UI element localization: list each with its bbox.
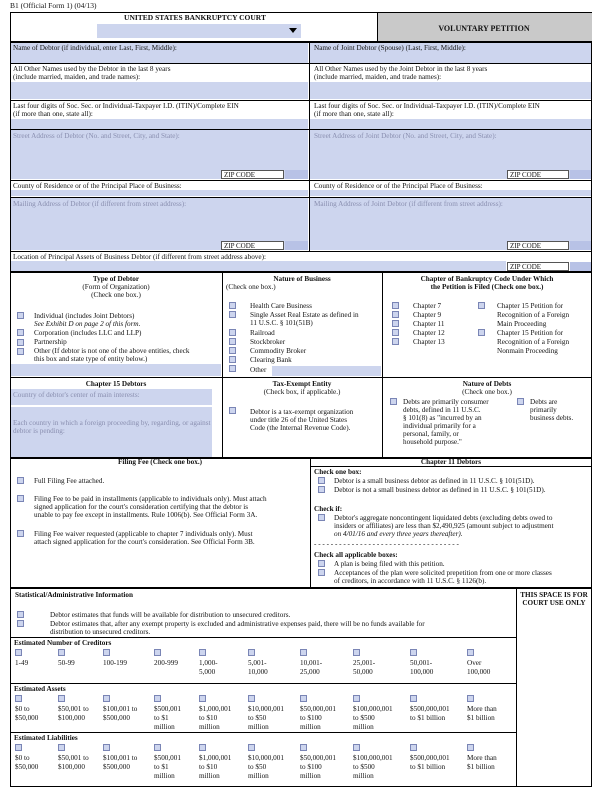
divider	[10, 683, 516, 684]
liabilities-option-2-checkbox[interactable]	[58, 744, 65, 751]
chapter-11-checkbox[interactable]	[392, 320, 399, 327]
creditors-option-4-label: 200-999	[154, 659, 178, 667]
liabilities-option-3-label: $500,000	[103, 763, 130, 771]
assets-option-6-label: million	[248, 723, 269, 731]
health-care-label: Health Care Business	[250, 302, 312, 310]
consumer-debts-checkbox[interactable]	[390, 398, 397, 405]
debtor-other-names-label: All Other Names used by the Debtor in the last 8 years	[13, 65, 171, 73]
divider	[10, 100, 310, 101]
type-of-debtor-instruction: (Check one box.)	[91, 291, 141, 299]
creditors-option-3-label: 100-199	[103, 659, 127, 667]
business-debts-label-3: business debts.	[530, 414, 574, 422]
foreign-proceeding-placeholder: Each country in which a foreign proceeding by, regarding, or against debtor is pending:	[13, 419, 211, 436]
district-select[interactable]	[97, 24, 301, 38]
joint-other-names-field[interactable]	[310, 82, 591, 99]
business-debts-label-2: primarily	[530, 406, 557, 414]
chapter-15-main-checkbox[interactable]	[478, 302, 485, 309]
assets-option-4-label: million	[154, 723, 175, 731]
joint-county-label: County of Residence or of the Principal Place of Business:	[314, 182, 483, 190]
creditors-option-2-checkbox[interactable]	[58, 649, 65, 656]
assets-option-10-label: More than	[467, 705, 497, 713]
creditors-option-7-checkbox[interactable]	[300, 649, 307, 656]
creditors-option-5-checkbox[interactable]	[199, 649, 206, 656]
liabilities-option-8-checkbox[interactable]	[353, 744, 360, 751]
divider	[309, 180, 592, 181]
debtor-county-label: County of Residence or of the Principal Place of Business:	[13, 182, 182, 190]
small-business-label: Debtor is a small business debtor as defined in 11 U.S.C. § 101(51D).	[334, 477, 535, 485]
debtor-street-placeholder: Street Address of Debtor (No. and Street, City, and State):	[13, 132, 180, 140]
assets-option-10-checkbox[interactable]	[467, 695, 474, 702]
no-funds-label: Debtor estimates that, after any exempt property is excluded and administrative expenses paid, there will be no funds available for	[50, 620, 425, 628]
aggregate-debts-checkbox[interactable]	[318, 514, 325, 521]
debtor-ssn-field[interactable]	[11, 119, 308, 129]
consumer-debts-label-3: § 101(8) as "incurred by an	[403, 414, 482, 422]
other-entity-label: Other (If debtor is not one of the above entities, check	[34, 347, 190, 355]
creditors-option-8-label: 25,001-	[353, 659, 376, 667]
liabilities-option-4-label: $500,001	[154, 754, 181, 762]
acceptances-label: Acceptances of the plan were solicited prepetition from one or more classes	[334, 569, 552, 577]
tax-exempt-label-2: under title 26 of the United States	[250, 416, 348, 424]
assets-option-1-label: $50,000	[15, 714, 39, 722]
assets-option-3-label: $100,001 to	[103, 705, 138, 713]
chapter-15-main-label-3: Main Proceeding	[497, 320, 547, 328]
business-debts-label: Debts are	[530, 398, 558, 406]
creditors-option-7-label: 25,000	[300, 668, 320, 676]
chapter-15-nonmain-label-2: Recognition of a Foreign	[497, 338, 570, 346]
assets-option-1-checkbox[interactable]	[15, 695, 22, 702]
individual-checkbox[interactable]	[17, 312, 24, 319]
liabilities-option-2-label: $50,001 to	[58, 754, 89, 762]
creditors-option-8-label: 50,000	[353, 668, 373, 676]
liabilities-option-1-label: $0 to	[15, 754, 30, 762]
check-all-heading: Check all applicable boxes:	[314, 551, 398, 559]
creditors-option-7-label: 10,001-	[300, 659, 323, 667]
joint-mailing-zip-label: ZIP CODE	[507, 241, 569, 250]
liabilities-option-8-label: million	[353, 772, 374, 780]
creditors-title: Estimated Number of Creditors	[14, 639, 112, 647]
creditors-option-9-checkbox[interactable]	[410, 649, 417, 656]
tax-exempt-checkbox[interactable]	[229, 407, 236, 414]
assets-option-5-label: $1,000,001	[199, 705, 232, 713]
court-use-label-2: COURT USE ONLY	[522, 599, 586, 607]
assets-option-9-label: $500,000,001	[410, 705, 450, 713]
chapter-title-2: the Petition is Filed (Check one box.)	[430, 283, 544, 291]
other-business-field[interactable]	[272, 366, 381, 376]
debtor-mailing-placeholder: Mailing Address of Debtor (if different from street address):	[13, 200, 187, 208]
assets-option-2-label: $100,000	[58, 714, 85, 722]
liabilities-title: Estimated Liabilities	[14, 734, 78, 742]
court-name: UNITED STATES BANKRUPTCY COURT	[124, 13, 266, 22]
small-business-checkbox[interactable]	[318, 477, 325, 484]
joint-ssn-label-2: (if more than one, state all):	[314, 110, 394, 118]
chapter-15-main-label-2: Recognition of a Foreign	[497, 311, 570, 319]
liabilities-option-1-label: $50,000	[15, 763, 39, 771]
creditors-option-4-checkbox[interactable]	[154, 649, 161, 656]
nature-of-debts-instruction: (Check one box.)	[462, 388, 512, 396]
divider	[309, 100, 592, 101]
not-small-business-checkbox[interactable]	[318, 486, 325, 493]
fee-waiver-label: Filing Fee waiver requested (applicable to chapter 7 individuals only). Must	[34, 530, 253, 538]
form-id: B1 (Official Form 1) (04/13)	[10, 1, 97, 10]
nature-of-debts-title: Nature of Debts	[462, 380, 512, 388]
full-fee-checkbox[interactable]	[17, 477, 24, 484]
liabilities-option-10-label: More than	[467, 754, 497, 762]
plan-filed-label: A plan is being filed with this petition.	[334, 560, 445, 568]
chapter-13-label: Chapter 13	[413, 338, 445, 346]
single-asset-label: Single Asset Real Estate as defined in	[250, 311, 359, 319]
joint-mailing-zip-field[interactable]	[570, 241, 591, 250]
assets-title: Estimated Assets	[14, 685, 66, 693]
assets-option-4-checkbox[interactable]	[154, 695, 161, 702]
tax-exempt-title: Tax-Exempt Entity	[272, 380, 332, 388]
assets-option-5-label: million	[199, 723, 220, 731]
assets-option-7-label: million	[300, 723, 321, 731]
joint-name-label: Name of Joint Debtor (Spouse) (Last, First, Middle):	[314, 44, 466, 52]
chapter-15-nonmain-label: Chapter 15 Petition for	[497, 329, 564, 337]
liabilities-option-8-label: $100,000,001	[353, 754, 393, 762]
creditors-option-1-label: 1-49	[15, 659, 29, 667]
assets-option-7-checkbox[interactable]	[300, 695, 307, 702]
consumer-debts-label-5: personal, family, or	[403, 430, 459, 438]
no-funds-label-2: distribution to unsecured creditors.	[50, 628, 151, 636]
plan-filed-checkbox[interactable]	[318, 560, 325, 567]
chapter-15-main-label: Chapter 15 Petition for	[497, 302, 564, 310]
single-asset-label-2: 11 U.S.C. § 101(51B)	[250, 319, 313, 327]
assets-option-6-label: to $50	[248, 714, 267, 722]
liabilities-option-10-checkbox[interactable]	[467, 744, 474, 751]
railroad-checkbox[interactable]	[229, 329, 236, 336]
tax-exempt-instruction: (Check box, if applicable.)	[263, 388, 341, 396]
dashed-separator: - - - - - - - - - - - - - - - - - - - - - - - - - - - - - - - - - - -	[314, 540, 459, 548]
liabilities-option-3-label: $100,001 to	[103, 754, 138, 762]
creditors-option-5-label: 5,000	[199, 668, 216, 676]
debtor-other-names-field[interactable]	[11, 82, 308, 99]
chapter-15-debtors-title: Chapter 15 Debtors	[85, 380, 147, 388]
corporation-checkbox[interactable]	[17, 329, 24, 336]
assets-option-9-label: to $1 billion	[410, 714, 446, 722]
other-business-label: Other	[250, 366, 267, 374]
corporation-label: Corporation (includes LLC and LLP)	[34, 329, 142, 337]
chapter-12-label: Chapter 12	[413, 329, 445, 337]
liabilities-option-7-label: million	[300, 772, 321, 780]
chapter-7-checkbox[interactable]	[392, 302, 399, 309]
business-debts-checkbox[interactable]	[517, 398, 524, 405]
creditors-option-3-checkbox[interactable]	[103, 649, 110, 656]
liabilities-option-6-label: to $50	[248, 763, 267, 771]
installment-fee-label-2: signed application for the court's consideration certifying that the debtor is	[34, 503, 249, 511]
assets-option-3-checkbox[interactable]	[103, 695, 110, 702]
joint-county-field[interactable]	[310, 190, 591, 196]
chapter-9-label: Chapter 9	[413, 311, 442, 319]
creditors-option-5-label: 1,000-	[199, 659, 218, 667]
debtor-zip-label: ZIP CODE	[221, 170, 284, 179]
liabilities-option-4-checkbox[interactable]	[154, 744, 161, 751]
debtor-ssn-label-2: (if more than one, state all):	[13, 110, 93, 118]
liabilities-option-6-checkbox[interactable]	[248, 744, 255, 751]
creditors-option-10-label: Over	[467, 659, 482, 667]
chapter-13-checkbox[interactable]	[392, 338, 399, 345]
debtor-name-label: Name of Debtor (if individual, enter Last, First, Middle):	[13, 44, 177, 52]
assets-option-9-checkbox[interactable]	[410, 695, 417, 702]
assets-option-6-checkbox[interactable]	[248, 695, 255, 702]
check-if-heading: Check if:	[314, 505, 343, 513]
creditors-option-6-checkbox[interactable]	[248, 649, 255, 656]
assets-option-7-label: $50,000,001	[300, 705, 336, 713]
debtor-mailing-zip-field[interactable]	[285, 241, 308, 250]
installment-fee-label-3: unable to pay fee except in installments. Rule 1006(b). See Official Form 3A.	[34, 511, 258, 519]
tax-exempt-label-3: Code (the Internal Revenue Code).	[250, 424, 351, 432]
other-business-checkbox[interactable]	[229, 365, 236, 372]
filing-fee-title: Filing Fee (Check one box.)	[117, 458, 203, 466]
assets-option-4-label: $500,001	[154, 705, 181, 713]
acceptances-checkbox[interactable]	[318, 569, 325, 576]
nature-of-business-title: Nature of Business	[273, 275, 331, 283]
petition-title: VOLUNTARY PETITION	[438, 24, 530, 33]
liabilities-option-6-label: million	[248, 772, 269, 780]
installment-fee-checkbox[interactable]	[17, 495, 24, 502]
assets-option-8-checkbox[interactable]	[353, 695, 360, 702]
fee-waiver-checkbox[interactable]	[17, 530, 24, 537]
consumer-debts-label: Debts are primarily consumer	[403, 398, 489, 406]
liabilities-option-4-label: to $1	[154, 763, 169, 771]
location-zip-label: ZIP CODE	[507, 262, 569, 271]
other-entity-field[interactable]	[11, 364, 221, 376]
chapter-15-nonmain-checkbox[interactable]	[478, 329, 485, 336]
assets-option-3-label: $500,000	[103, 714, 130, 722]
full-fee-label: Full Filing Fee attached.	[34, 477, 105, 485]
joint-ssn-label: Last four digits of Soc. Sec. or Individual-Taxpayer I.D. (ITIN)/Complete EIN	[314, 102, 540, 110]
creditors-option-1-checkbox[interactable]	[15, 649, 22, 656]
liabilities-option-5-checkbox[interactable]	[199, 744, 206, 751]
liabilities-option-5-label: $1,000,001	[199, 754, 232, 762]
check-one-heading: Check one box:	[314, 468, 362, 476]
debtor-other-names-label-2: (include married, maiden, and trade names):	[13, 73, 141, 81]
location-zip-field[interactable]	[570, 262, 591, 271]
liabilities-option-1-checkbox[interactable]	[15, 744, 22, 751]
funds-available-checkbox[interactable]	[17, 611, 24, 618]
funds-available-label: Debtor estimates that funds will be available for distribution to unsecured creditors.	[50, 611, 291, 619]
liabilities-option-3-checkbox[interactable]	[103, 744, 110, 751]
liabilities-option-7-label: $50,000,001	[300, 754, 336, 762]
creditors-option-6-label: 5,001-	[248, 659, 267, 667]
type-of-debtor-subtitle: (Form of Organization)	[82, 283, 150, 291]
creditors-option-9-label: 50,001-	[410, 659, 433, 667]
assets-option-2-label: $50,001 to	[58, 705, 89, 713]
divider	[10, 377, 592, 378]
stockbroker-label: Stockbroker	[250, 338, 286, 346]
assets-option-5-checkbox[interactable]	[199, 695, 206, 702]
aggregate-debts-label-3: on 4/01/16 and every three years thereafter).	[334, 530, 463, 538]
liabilities-option-7-checkbox[interactable]	[300, 744, 307, 751]
joint-mailing-placeholder: Mailing Address of Joint Debtor (if different from street address):	[314, 200, 503, 208]
assets-option-5-label: to $10	[199, 714, 218, 722]
divider	[10, 732, 516, 733]
no-funds-checkbox[interactable]	[17, 620, 24, 627]
creditors-option-6-label: 10,000	[248, 668, 268, 676]
center-of-interests-placeholder: Country of debtor's center of main interests:	[13, 391, 140, 399]
liabilities-option-2-label: $100,000	[58, 763, 85, 771]
joint-zip-label: ZIP CODE	[507, 170, 569, 179]
statistical-title: Statistical/Administrative Information	[15, 591, 133, 599]
assets-option-2-checkbox[interactable]	[58, 695, 65, 702]
liabilities-option-9-label: to $1 billion	[410, 763, 446, 771]
railroad-label: Railroad	[250, 329, 275, 337]
other-entity-checkbox[interactable]	[17, 348, 24, 355]
assets-option-10-label: $1 billion	[467, 714, 495, 722]
individual-label: Individual (includes Joint Debtors)	[34, 312, 135, 320]
divider	[10, 63, 310, 64]
chapter-title: Chapter of Bankruptcy Code Under Which	[420, 275, 554, 283]
liabilities-option-6-label: $10,000,001	[248, 754, 284, 762]
aggregate-debts-label-2: insiders or affiliates) are less than $2,490,925 (amount subject to adjustment	[334, 522, 554, 530]
chapter-9-checkbox[interactable]	[392, 311, 399, 318]
assets-option-7-label: to $100	[300, 714, 322, 722]
partnership-checkbox[interactable]	[17, 339, 24, 346]
liabilities-option-9-checkbox[interactable]	[410, 744, 417, 751]
debtor-ssn-label: Last four digits of Soc. Sec. or Individual-Taxpayer I.D. (ITIN)/Complete EIN	[13, 102, 239, 110]
type-of-debtor-title: Type of Debtor	[92, 275, 140, 283]
debtor-mailing-zip-label: ZIP CODE	[221, 241, 284, 250]
divider	[10, 251, 592, 252]
divider	[310, 458, 311, 588]
assets-option-1-label: $0 to	[15, 705, 30, 713]
divider	[309, 63, 592, 64]
creditors-option-9-label: 100,000	[410, 668, 434, 676]
acceptances-label-2: of creditors, in accordance with 11 U.S.C. § 1126(b).	[334, 577, 487, 585]
divider	[10, 180, 310, 181]
liabilities-option-8-label: to $500	[353, 763, 375, 771]
divider	[382, 272, 383, 458]
tax-exempt-label: Debtor is a tax-exempt organization	[250, 408, 354, 416]
joint-street-placeholder: Street Address of Joint Debtor (No. and Street, City, and State):	[314, 132, 497, 140]
divider	[10, 637, 516, 638]
assets-option-8-label: million	[353, 723, 374, 731]
court-use-label: THIS SPACE IS FOR	[520, 591, 588, 599]
stockbroker-checkbox[interactable]	[229, 338, 236, 345]
chapter-11-debtors-title: Chapter 11 Debtors	[420, 458, 482, 466]
debtor-zip-field[interactable]	[285, 170, 308, 179]
chapter-12-checkbox[interactable]	[392, 329, 399, 336]
partnership-label: Partnership	[34, 338, 67, 346]
nature-of-business-instruction: (Check one box.)	[226, 283, 276, 291]
chapter-15-nonmain-label-3: Nonmain Proceeding	[497, 347, 558, 355]
location-label: Location of Principal Assets of Business Debtor (if different from street address above):	[13, 253, 266, 261]
liabilities-option-5-label: million	[199, 772, 220, 780]
liabilities-option-5-label: to $10	[199, 763, 218, 771]
assets-option-8-label: $100,000,001	[353, 705, 393, 713]
divider	[516, 588, 517, 787]
assets-option-6-label: $10,000,001	[248, 705, 284, 713]
consumer-debts-label-2: debts, defined in 11 U.S.C.	[403, 406, 481, 414]
commodity-broker-checkbox[interactable]	[229, 347, 236, 354]
chapter-11-label: Chapter 11	[413, 320, 445, 328]
divider	[222, 272, 223, 458]
creditors-option-2-label: 50-99	[58, 659, 75, 667]
assets-option-8-label: to $500	[353, 714, 375, 722]
liabilities-option-7-label: to $100	[300, 763, 322, 771]
creditors-option-10-checkbox[interactable]	[467, 649, 474, 656]
other-entity-label-2: this box and state type of entity below.)	[34, 355, 148, 363]
commodity-broker-label: Commodity Broker	[250, 347, 307, 355]
health-care-checkbox[interactable]	[229, 302, 236, 309]
chapter-7-label: Chapter 7	[413, 302, 442, 310]
not-small-business-label: Debtor is not a small business debtor as defined in 11 U.S.C. § 101(51D).	[334, 486, 546, 494]
liabilities-option-9-label: $500,000,001	[410, 754, 450, 762]
fee-waiver-label-2: attach signed application for the court's consideration. See Official Form 3B.	[34, 538, 255, 546]
installment-fee-label: Filing Fee to be paid in installments (applicable to individuals only). Must attach	[34, 495, 267, 503]
exhibit-d-note: See Exhibit D on page 2 of this form.	[34, 320, 141, 328]
location-field[interactable]	[11, 261, 506, 271]
consumer-debts-label-6: household purpose."	[403, 438, 462, 446]
liabilities-option-10-label: $1 billion	[467, 763, 495, 771]
joint-other-names-label: All Other Names used by the Joint Debtor in the last 8 years	[314, 65, 488, 73]
creditors-option-8-checkbox[interactable]	[353, 649, 360, 656]
clearing-bank-checkbox[interactable]	[229, 356, 236, 363]
clearing-bank-label: Clearing Bank	[250, 356, 292, 364]
joint-ssn-field[interactable]	[310, 119, 591, 129]
assets-option-4-label: to $1	[154, 714, 169, 722]
liabilities-option-4-label: million	[154, 772, 175, 780]
divider	[310, 466, 592, 467]
aggregate-debts-label: Debtor's aggregate noncontingent liquidated debts (excluding debts owed to	[334, 514, 553, 522]
chevron-down-icon[interactable]	[289, 28, 297, 33]
consumer-debts-label-4: individual primarily for a	[403, 422, 476, 430]
joint-zip-field[interactable]	[570, 170, 591, 179]
joint-other-names-label-2: (include married, maiden, and trade names):	[314, 73, 442, 81]
creditors-option-10-label: 100,000	[467, 668, 491, 676]
debtor-county-field[interactable]	[11, 190, 308, 196]
single-asset-checkbox[interactable]	[229, 311, 236, 318]
